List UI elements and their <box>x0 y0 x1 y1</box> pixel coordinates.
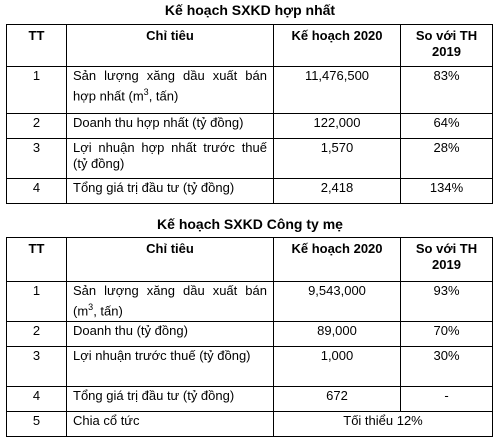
table-row <box>7 139 493 179</box>
parent-company-plan-table <box>6 237 493 437</box>
row-indicator: Tổng giá trị đầu tư (tỷ đồng) <box>67 387 274 412</box>
header-vs: So với TH 2019 <box>401 238 493 282</box>
row-vs: 28% <box>401 139 493 179</box>
table-row <box>7 387 493 412</box>
row-vs: 93% <box>401 282 493 322</box>
row-tt: 1 <box>7 67 67 114</box>
table-row <box>7 322 493 347</box>
header-plan: Kế hoạch 2020 <box>274 25 401 67</box>
row-tt: 3 <box>7 347 67 387</box>
row-tt: 3 <box>7 139 67 179</box>
table-row <box>7 282 493 322</box>
consolidated-plan-table <box>6 24 493 204</box>
table-row <box>7 67 493 114</box>
row-tt: 5 <box>7 412 67 437</box>
row-indicator: Tổng giá trị đầu tư (tỷ đồng) <box>67 179 274 204</box>
row-vs: - <box>401 387 493 412</box>
row-plan: 122,000 <box>274 114 401 139</box>
table-header-row <box>7 238 493 282</box>
row-indicator: Sản lượng xăng dầu xuất bán hợp nhất ($m^3$, tấn) <box>67 67 274 114</box>
header-tt: TT <box>7 238 67 282</box>
row-tt: 2 <box>7 322 67 347</box>
row-merged-value: Tối thiểu 12% <box>274 412 493 437</box>
row-plan: 672 <box>274 387 401 412</box>
table-row <box>7 412 493 437</box>
row-indicator: Doanh thu (tỷ đồng) <box>67 322 274 347</box>
superscript: 3 <box>143 87 149 97</box>
table-row <box>7 179 493 204</box>
superscript: 3 <box>88 302 94 312</box>
row-plan: 9,543,000 <box>274 282 401 322</box>
row-tt: 4 <box>7 179 67 204</box>
row-plan: 1,570 <box>274 139 401 179</box>
header-tt: TT <box>7 25 67 67</box>
row-vs: 70% <box>401 322 493 347</box>
header-vs: So với TH 2019 <box>401 25 493 67</box>
row-vs: 83% <box>401 67 493 114</box>
row-indicator: Doanh thu hợp nhất (tỷ đồng) <box>67 114 274 139</box>
header-indicator: Chỉ tiêu <box>67 25 274 67</box>
row-tt: 2 <box>7 114 67 139</box>
header-plan: Kế hoạch 2020 <box>274 238 401 282</box>
table-header-row <box>7 25 493 67</box>
row-vs: 30% <box>401 347 493 387</box>
table-row <box>7 347 493 387</box>
row-plan: 2,418 <box>274 179 401 204</box>
row-tt: 4 <box>7 387 67 412</box>
table1-title: Kế hoạch SXKD hợp nhất <box>164 2 336 18</box>
row-vs: 64% <box>401 114 493 139</box>
table2-title: Kế hoạch SXKD Công ty mẹ <box>157 216 343 232</box>
row-indicator: Lợi nhuận hợp nhất trước thuế (tỷ đồng) <box>67 139 274 179</box>
row-indicator: Lợi nhuận trước thuế (tỷ đồng) <box>67 347 274 387</box>
row-indicator: Chia cổ tức <box>67 412 274 437</box>
row-plan: 89,000 <box>274 322 401 347</box>
row-plan: 1,000 <box>274 347 401 387</box>
row-plan: 11,476,500 <box>274 67 401 114</box>
row-indicator: Sản lượng xăng dầu xuất bán ($m^3$, tấn) <box>67 282 274 322</box>
row-vs: 134% <box>401 179 493 204</box>
row-tt: 1 <box>7 282 67 322</box>
table-row <box>7 114 493 139</box>
header-indicator: Chỉ tiêu <box>67 238 274 282</box>
